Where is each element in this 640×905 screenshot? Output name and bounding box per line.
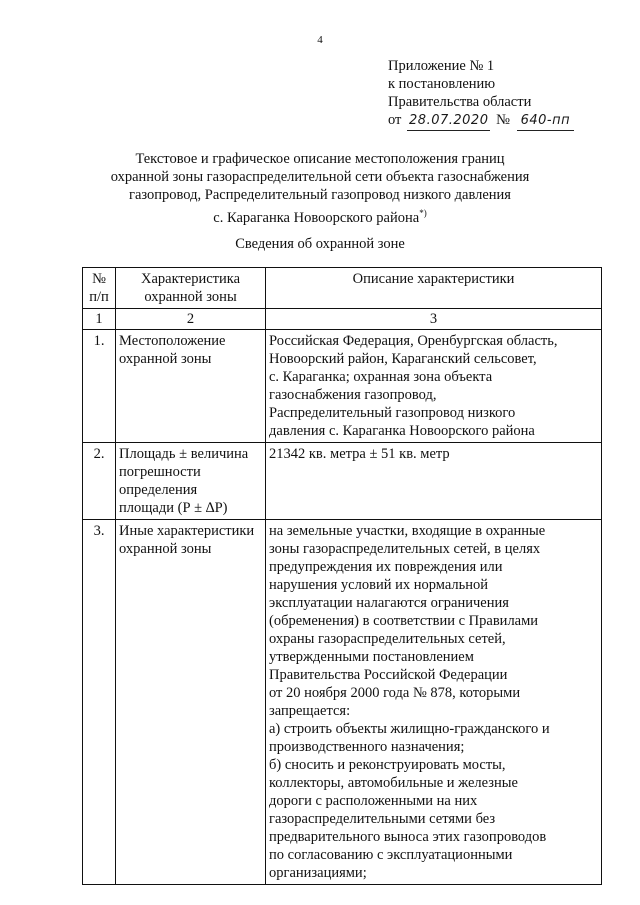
description-line: на земельные участки, входящие в охранные [269, 523, 546, 539]
description-line: газораспределительными сетями без [269, 811, 496, 827]
column-number-3: 3 [266, 309, 602, 330]
description-line: (обременения) в соответствии с Правилами [269, 613, 539, 629]
column-number-1: 1 [83, 309, 116, 330]
header-num-line-1: № [92, 271, 106, 287]
row-description [266, 443, 602, 520]
zone-table [82, 267, 602, 885]
characteristic-line: охранной зоны [119, 351, 212, 367]
description-line: газоснабжения газопровод, [269, 387, 437, 403]
header-char-line-1: Характеристика [140, 271, 241, 287]
description-line: зоны газораспределительных сетей, в целях [269, 541, 541, 557]
appendix-date-line [388, 111, 574, 131]
section-subtitle: Сведения об охранной зоне [235, 236, 405, 252]
header-char-line-2: охранной зоны [144, 289, 237, 305]
description-line: Распределительный газопровод низкого [269, 405, 516, 421]
title-line-4-text: с. Караганка Новоорского района [213, 209, 420, 226]
description-line: Российская Федерация, Оренбургская область, [269, 333, 558, 349]
number-label: № [496, 112, 510, 128]
description-line: от 20 ноября 2000 года № 878, которыми [269, 685, 521, 701]
description-line: предварительного выноса этих газопроводов [269, 829, 547, 845]
table-row [83, 330, 602, 443]
description-line: по согласованию с эксплуатационными [269, 847, 513, 863]
appendix-title: Приложение № 1 [388, 58, 495, 74]
description-line: утвержденными постановлением [269, 649, 474, 665]
handwritten-number: 640-пп [517, 112, 575, 131]
table-header-row [83, 268, 602, 309]
description-line: производственного назначения; [269, 739, 465, 755]
row-characteristic [116, 443, 266, 520]
description-line: предупреждения их повреждения или [269, 559, 503, 575]
description-line: эксплуатации налагаются ограничения [269, 595, 509, 611]
page-number: 4 [317, 34, 323, 46]
title-line-1: Текстовое и графическое описание местоположения границ [135, 151, 505, 167]
description-line: коллекторы, автомобильные и железные [269, 775, 518, 791]
description-line: охраны газораспределительных сетей, [269, 631, 506, 647]
title-line-2: охранной зоны газораспределительной сети объекта газоснабжения [110, 169, 530, 185]
description-line: с. Караганка; охранная зона объекта [269, 369, 493, 385]
row-characteristic [116, 520, 266, 885]
characteristic-line: Площадь ± величина [119, 446, 249, 462]
row-description [266, 520, 602, 885]
table-row [83, 443, 602, 520]
title-line-3: газопровод, Распределительный газопровод низкого давления [129, 187, 511, 203]
description-line: запрещается: [269, 703, 351, 719]
characteristic-line: охранной зоны [119, 541, 212, 557]
description-line: 21342 кв. метра ± 51 кв. метр [269, 446, 450, 462]
column-number-2: 2 [116, 309, 266, 330]
appendix-government: Правительства области [388, 94, 532, 110]
handwritten-date: 28.07.2020 [407, 112, 490, 131]
header-num [83, 268, 116, 309]
footnote-mark: *) [419, 208, 427, 218]
description-line: давления с. Караганка Новоорского района [269, 423, 535, 439]
characteristic-line: площади (Р ± ∆Р) [119, 500, 228, 516]
description-line: Правительства Российской Федерации [269, 667, 508, 683]
title-line-4 [60, 204, 580, 227]
description-line: а) строить объекты жилищно-гражданского и [269, 721, 550, 737]
description-line: организациями; [269, 865, 367, 881]
row-number: 1. [83, 330, 116, 443]
header-characteristic [116, 268, 266, 309]
characteristic-line: погрешности [119, 464, 201, 480]
appendix-resolution: к постановлению [388, 76, 496, 92]
row-description [266, 330, 602, 443]
description-line: б) сносить и реконструировать мосты, [269, 757, 506, 773]
description-line: Новоорский район, Караганский сельсовет, [269, 351, 537, 367]
description-line: дороги с расположенными на них [269, 793, 478, 809]
characteristic-line: Иные характеристики [119, 523, 255, 539]
row-number: 2. [83, 443, 116, 520]
characteristic-line: определения [119, 482, 198, 498]
table-row [83, 520, 602, 885]
row-number: 3. [83, 520, 116, 885]
description-line: нарушения условий их нормальной [269, 577, 489, 593]
column-number-row [83, 309, 602, 330]
header-description: Описание характеристики [266, 268, 602, 309]
date-prefix: от [388, 112, 402, 128]
document-title [60, 150, 580, 227]
appendix-block [388, 57, 574, 131]
row-characteristic [116, 330, 266, 443]
header-num-line-2: п/п [89, 289, 109, 305]
characteristic-line: Местоположение [119, 333, 226, 349]
